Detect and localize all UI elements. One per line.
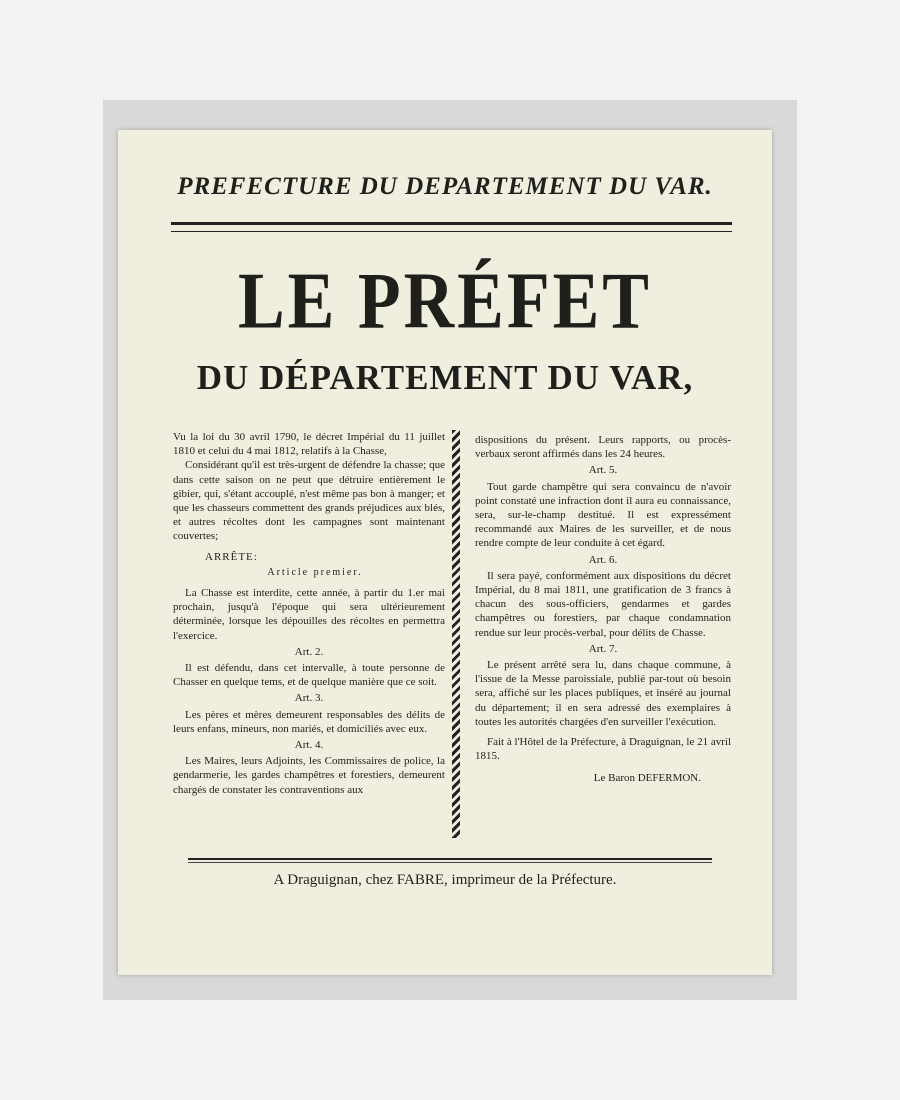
preamble-vu: Vu la loi du 30 avril 1790, le décret Impérial du 11 juillet 1810 et celui du 4 mai 1812, relatifs à la Chasse, <box>173 431 445 458</box>
printer-imprint: A Draguignan, chez FABRE, imprimeur de la Préfecture. <box>273 872 617 888</box>
poster-title: LE PRÉFET <box>237 257 653 346</box>
preamble-considerant: Considérant qu'il est très-urgent de défendre la chasse; que dans cette saison on ne peut que détruire entièrement le gibier, qui, s'étant accouplé, n'est même pas bon à manger; et que les chasseurs commettent des grands préjudices aux blés, et autres récoltes dont les campagnes sont maintenant couvertes; <box>173 459 445 543</box>
right-column <box>475 433 731 786</box>
signature: Le Baron DEFERMON. <box>593 772 701 785</box>
poster-document <box>118 130 772 975</box>
article-4-heading: Art. 4. <box>294 739 324 752</box>
article-7-text: Le présent arrêté sera lu, dans chaque commune, à l'issue de la Messe paroissiale, publié par-tout où besoin sera, affiché sur les places publiques, et inséré au journal du département; il en sera adressé des exemplaires à toutes les autorités chargées d'en surveiller l'exécution. <box>475 659 731 728</box>
column-divider <box>452 430 460 838</box>
article-2-text: Il est défendu, dans cet intervalle, à toute personne de Chasser en quelque tems, et de quelque manière que ce soit. <box>173 662 445 689</box>
article-3-heading: Art. 3. <box>294 692 324 705</box>
poster-subtitle: DU DÉPARTEMENT DU VAR, <box>196 358 694 397</box>
article-2-heading: Art. 2. <box>294 645 324 658</box>
footer-rule <box>188 858 712 863</box>
left-column <box>173 430 445 797</box>
article-5-heading: Art. 5. <box>588 464 618 477</box>
article-premier-heading: Article premier. <box>267 566 363 578</box>
article-3-text: Les pères et mères demeurent responsables des délits de leurs enfans, mineurs, non mariés, et domiciliés avec eux. <box>173 708 445 735</box>
prefecture-header: PREFECTURE DU DEPARTEMENT DU VAR. <box>177 173 713 200</box>
article-4-text: Les Maires, leurs Adjoints, les Commissaires de police, la gendarmerie, les gardes champêtres et forestiers, demeurent chargés de constater les contraventions aux <box>173 755 445 796</box>
article-1-text: La Chasse est interdite, cette année, à partir du 1.er mai prochain, jusqu'à l'époque qui sera ultérieurement déterminée, lorsque les dépouilles des récoltes en permettra l'exercice. <box>173 587 445 642</box>
header-rule <box>171 222 732 232</box>
article-6-text: Il sera payé, conformément aux dispositions du décret Impérial, du 8 mai 1811, une gratification de 3 francs à chacun des sous-officiers, gendarmes et gardes champêtres ou forestiers, par chaque condamnation rendue sur leur procès-verbal, pour délits de Chasse. <box>475 569 731 639</box>
arrete-heading: ARRÊTE: <box>205 550 258 563</box>
article-6-heading: Art. 6. <box>588 553 618 566</box>
article-5-text: Tout garde champêtre qui sera convaincu de n'avoir point constaté une infraction dont il aura eu connaissance, sera, sur-le-champ destitué. Il est expressément recommandé aux Maires de les surveiller, et de nous rendre compte de leur conduite à cet égard. <box>475 480 731 550</box>
article-7-heading: Art. 7. <box>588 642 618 655</box>
article-4-continuation: dispositions du présent. Leurs rapports, ou procès-verbaux seront affirmés dans les 24 heures. <box>475 434 731 461</box>
fait-date-line: Fait à l'Hôtel de la Préfecture, à Draguignan, le 21 avril 1815. <box>475 736 731 763</box>
